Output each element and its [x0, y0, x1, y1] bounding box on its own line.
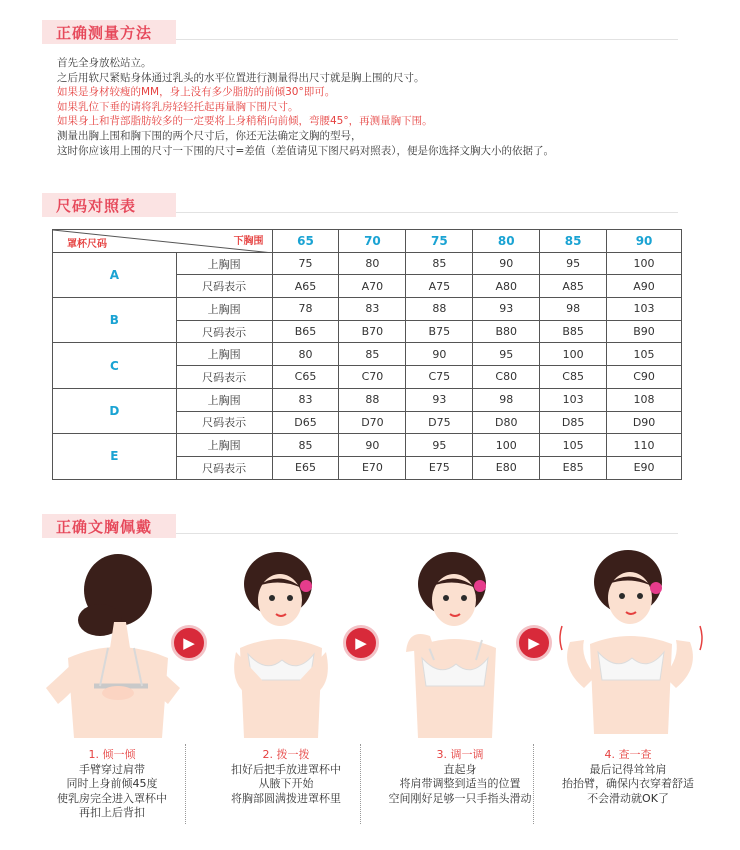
upper-bust-cell: 105	[540, 434, 607, 457]
upper-bust-cell: 110	[607, 434, 682, 457]
size-code-cell: D80	[473, 411, 540, 434]
size-code-cell: D70	[339, 411, 406, 434]
upper-bust-cell: 85	[272, 434, 339, 457]
step-line: 再扣上后背扣	[79, 806, 145, 819]
row-label-size: 尺码表示	[176, 366, 272, 389]
size-code-cell: E80	[473, 456, 540, 479]
cup-label: B	[53, 298, 177, 343]
under-bust-size-header: 80	[473, 230, 540, 253]
step-line: 将肩带调整到适当的位置	[399, 777, 521, 790]
size-code-cell: D85	[540, 411, 607, 434]
step1-caption	[32, 748, 192, 821]
step-title: 3. 调一调	[436, 748, 484, 761]
size-code-cell: D90	[607, 411, 682, 434]
step-line: 扣好后把手放进罩杯中	[231, 762, 341, 776]
size-chart-section-header	[42, 193, 678, 217]
step2-caption	[206, 748, 366, 806]
step1-illustration	[38, 548, 188, 738]
caption-divider	[185, 744, 186, 824]
upper-bust-cell: 93	[473, 298, 540, 321]
size-code-cell: D75	[406, 411, 473, 434]
row-label-upper-bust: 上胸围	[176, 298, 272, 321]
under-bust-size-header: 65	[272, 230, 339, 253]
row-label-upper-bust: 上胸围	[176, 252, 272, 275]
wearing-section-title: 正确文胸佩戴	[56, 518, 153, 536]
upper-bust-cell: 95	[406, 434, 473, 457]
upper-bust-cell: 88	[406, 298, 473, 321]
size-code-cell: A90	[607, 275, 682, 298]
step-line: 将胸部圆满拨进罩杯里	[231, 791, 341, 805]
upper-bust-cell: 90	[406, 343, 473, 366]
size-code-cell: B80	[473, 320, 540, 343]
step2-illustration	[210, 548, 360, 738]
upper-bust-cell: 98	[473, 388, 540, 411]
size-code-cell: C65	[272, 366, 339, 389]
step-title: 1. 倾一倾	[88, 748, 136, 761]
upper-bust-cell: 108	[607, 388, 682, 411]
size-code-cell: E85	[540, 456, 607, 479]
upper-bust-cell: 100	[607, 252, 682, 275]
cup-label: D	[53, 388, 177, 433]
step-title: 4. 查一查	[604, 748, 652, 761]
upper-bust-cell: 105	[607, 343, 682, 366]
step-line: 直起身	[443, 762, 477, 776]
row-label-upper-bust: 上胸围	[176, 343, 272, 366]
measure-line: 如果乳位下垂的请将乳房轻轻托起再量胸下围尺寸。	[57, 100, 299, 113]
step-title: 2. 拨一拨	[262, 748, 310, 761]
measure-line: 测量出胸上围和胸下围的两个尺寸后，你还无法确定文胸的型号，	[57, 129, 362, 142]
size-code-cell: E65	[272, 456, 339, 479]
size-code-cell: A65	[272, 275, 339, 298]
row-label-size: 尺码表示	[176, 275, 272, 298]
upper-bust-cell: 78	[272, 298, 339, 321]
cup-label: E	[53, 434, 177, 479]
upper-bust-cell: 80	[272, 343, 339, 366]
measure-instructions	[57, 56, 697, 158]
size-code-cell: E70	[339, 456, 406, 479]
size-code-cell: B75	[406, 320, 473, 343]
row-label-upper-bust: 上胸围	[176, 388, 272, 411]
measure-line: 之后用软尺紧贴身体通过乳头的水平位置进行测量得出尺寸就是胸上围的尺寸。	[57, 71, 425, 84]
cup-label: A	[53, 252, 177, 297]
step-line: 抬抬臂，确保内衣穿着舒适	[562, 777, 694, 790]
upper-bust-cell: 103	[540, 388, 607, 411]
size-code-cell: B90	[607, 320, 682, 343]
step-arrow-3: ▶	[516, 625, 552, 661]
size-chart-table	[52, 229, 682, 480]
size-code-cell: B70	[339, 320, 406, 343]
upper-bust-cell: 95	[540, 252, 607, 275]
upper-bust-cell: 75	[272, 252, 339, 275]
size-code-cell: C75	[406, 366, 473, 389]
cup-label: C	[53, 343, 177, 388]
under-bust-size-header: 75	[406, 230, 473, 253]
upper-bust-cell: 90	[339, 434, 406, 457]
row-label-size: 尺码表示	[176, 411, 272, 434]
upper-bust-cell: 93	[406, 388, 473, 411]
table-corner-header	[53, 230, 273, 253]
measure-section-title: 正确测量方法	[56, 24, 153, 42]
upper-bust-cell: 90	[473, 252, 540, 275]
under-bust-size-header: 85	[540, 230, 607, 253]
step3-illustration	[386, 548, 536, 738]
upper-bust-cell: 103	[607, 298, 682, 321]
row-label-upper-bust: 上胸围	[176, 434, 272, 457]
row-label-size: 尺码表示	[176, 320, 272, 343]
size-code-cell: C90	[607, 366, 682, 389]
under-bust-label: 下胸围	[233, 236, 264, 247]
under-bust-size-header: 90	[607, 230, 682, 253]
measure-line: 这时你应该用上围的尺寸一下围的尺寸=差值（差值请见下图尺码对照表），便是你选择文胸大小的依据了。	[57, 144, 555, 157]
step-arrow-2: ▶	[343, 625, 379, 661]
step4-caption	[548, 748, 708, 806]
step-line: 同时上身前倾45度	[66, 777, 158, 790]
upper-bust-cell: 83	[272, 388, 339, 411]
row-label-size: 尺码表示	[176, 456, 272, 479]
upper-bust-cell: 100	[540, 343, 607, 366]
size-code-cell: C70	[339, 366, 406, 389]
upper-bust-cell: 100	[473, 434, 540, 457]
caption-divider	[533, 744, 534, 824]
step-line: 从腋下开始	[258, 777, 314, 790]
size-code-cell: E90	[607, 456, 682, 479]
size-code-cell: D65	[272, 411, 339, 434]
size-code-cell: E75	[406, 456, 473, 479]
size-code-cell: B65	[272, 320, 339, 343]
wearing-section-header	[42, 514, 678, 538]
upper-bust-cell: 85	[406, 252, 473, 275]
size-code-cell: A70	[339, 275, 406, 298]
measure-section-header	[42, 20, 678, 44]
step-line: 空间刚好足够一只手指头滑动	[388, 791, 532, 805]
step-line: 不会滑动就OK了	[587, 791, 669, 805]
step4-illustration	[556, 548, 706, 738]
under-bust-size-header: 70	[339, 230, 406, 253]
size-code-cell: A80	[473, 275, 540, 298]
upper-bust-cell: 85	[339, 343, 406, 366]
caption-divider	[360, 744, 361, 824]
size-code-cell: A75	[406, 275, 473, 298]
size-code-cell: A85	[540, 275, 607, 298]
step-line: 最后记得耸耸肩	[589, 762, 667, 776]
measure-line: 如果是身材较瘦的MM，身上没有多少脂肪的前倾30°即可。	[57, 86, 336, 99]
step-arrow-1: ▶	[171, 625, 207, 661]
cup-size-label: 罩杯尺码	[67, 238, 107, 250]
upper-bust-cell: 98	[540, 298, 607, 321]
step-line: 使乳房完全进入罩杯中	[57, 791, 167, 805]
step3-caption	[380, 748, 540, 806]
upper-bust-cell: 80	[339, 252, 406, 275]
upper-bust-cell: 83	[339, 298, 406, 321]
upper-bust-cell: 88	[339, 388, 406, 411]
size-code-cell: C80	[473, 366, 540, 389]
size-code-cell: C85	[540, 366, 607, 389]
size-code-cell: B85	[540, 320, 607, 343]
upper-bust-cell: 95	[473, 343, 540, 366]
step-line: 手臂穿过肩带	[79, 762, 145, 776]
size-chart-section-title: 尺码对照表	[56, 197, 137, 215]
measure-line: 如果身上和背部脂肪较多的一定要将上身稍稍向前倾，弯腰45°，再测量胸下围。	[57, 115, 433, 128]
measure-line: 首先全身放松站立。	[57, 57, 152, 69]
